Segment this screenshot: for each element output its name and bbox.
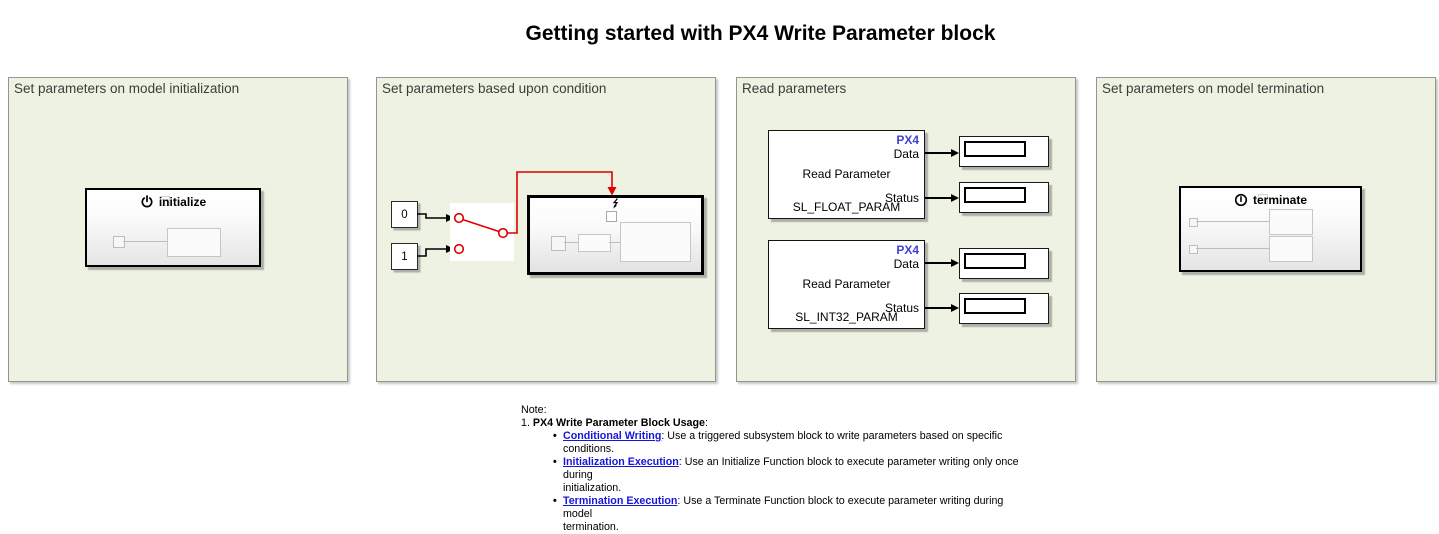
- conditional-writing-link[interactable]: Conditional Writing: [563, 430, 662, 442]
- signal-wire-status1[interactable]: [925, 197, 951, 199]
- terminate-function-block[interactable]: [1179, 186, 1362, 272]
- note-annotation: [521, 404, 1033, 534]
- signal-wire-const1[interactable]: [417, 249, 446, 256]
- bullet-marker: •: [553, 495, 557, 507]
- note-item-1: [521, 417, 1033, 430]
- display-value-frame: [964, 141, 1026, 157]
- page-title: Getting started with PX4 Write Parameter block: [525, 22, 996, 45]
- constant-value: 1: [401, 250, 408, 263]
- preview-line: [564, 242, 578, 243]
- note-item-number: 1.: [521, 417, 533, 429]
- block-label: Read Parameter: [802, 277, 891, 291]
- constant-value: 0: [401, 208, 408, 221]
- bullet-text: : Use a triggered subsystem block to write parameters based on specific conditions.: [563, 430, 1003, 455]
- note-label: Note:: [521, 404, 547, 416]
- preview-subblock: [1269, 209, 1313, 235]
- area-title: Read parameters: [742, 81, 847, 96]
- bullet-text-wrap: initialization.: [563, 482, 622, 494]
- power-on-icon: [140, 195, 154, 209]
- switch-output-port[interactable]: [499, 229, 508, 238]
- output-label-data: Data: [893, 257, 919, 271]
- signal-wire-const0[interactable]: [417, 214, 446, 218]
- display-value-frame: [964, 298, 1026, 314]
- switch-input-port-top[interactable]: [455, 214, 464, 223]
- arrowhead: [951, 259, 959, 267]
- signal-wire-status2[interactable]: [925, 307, 951, 309]
- display-block-status-float[interactable]: [959, 182, 1049, 213]
- preview-line: [1196, 221, 1269, 222]
- bullet-text-wrap: termination.: [563, 521, 619, 533]
- signal-wire-data2[interactable]: [925, 262, 951, 264]
- preview-port: [113, 236, 125, 248]
- preview-subblock: [620, 222, 691, 262]
- preview-port: [551, 236, 566, 251]
- display-block-data-float[interactable]: [959, 136, 1049, 167]
- output-label-data: Data: [893, 147, 919, 161]
- note-bullet-termination-execution: [553, 495, 1033, 534]
- display-block-status-int32[interactable]: [959, 293, 1049, 324]
- preview-subblock: [1269, 236, 1313, 262]
- note-bullet-conditional-writing: [553, 430, 1033, 456]
- area-title: Set parameters based upon condition: [382, 81, 607, 96]
- power-off-icon: [1234, 193, 1248, 207]
- signal-wire-data1[interactable]: [925, 152, 951, 154]
- arrowhead: [951, 149, 959, 157]
- display-block-data-int32[interactable]: [959, 248, 1049, 279]
- manual-switch-block[interactable]: [450, 203, 514, 261]
- area-read-parameters[interactable]: [736, 77, 1076, 382]
- termination-execution-link[interactable]: Termination Execution: [563, 495, 678, 507]
- switch-input-port-bottom[interactable]: [455, 245, 464, 254]
- block-label: terminate: [1252, 193, 1308, 207]
- preview-subblock: [578, 234, 611, 252]
- trigger-port-square: [606, 211, 617, 222]
- bullet-marker: •: [553, 456, 557, 468]
- parameter-name: SL_INT32_PARAM: [795, 310, 898, 324]
- block-label: Read Parameter: [802, 167, 891, 181]
- read-parameter-block-float[interactable]: [768, 130, 925, 219]
- bullet-marker: •: [553, 430, 557, 442]
- triggered-subsystem-block[interactable]: [527, 195, 704, 275]
- parameter-name: SL_FLOAT_PARAM: [792, 200, 901, 214]
- px4-badge: PX4: [896, 243, 919, 257]
- display-value-frame: [964, 187, 1026, 203]
- arrowhead: [951, 194, 959, 202]
- read-parameter-block-int32[interactable]: [768, 240, 925, 329]
- note-item-suffix: :: [704, 417, 708, 429]
- preview-line: [609, 242, 620, 243]
- initialization-execution-link[interactable]: Initialization Execution: [563, 456, 679, 468]
- bullet-text: : Use a Terminate Function block to execute parameter writing during model: [563, 495, 1004, 520]
- trigger-bolt-icon: [610, 198, 622, 210]
- preview-line: [1196, 248, 1269, 249]
- initialize-function-block[interactable]: [85, 188, 261, 267]
- note-bullet-initialization-execution: [553, 456, 1033, 495]
- px4-badge: PX4: [896, 133, 919, 147]
- note-item-title: PX4 Write Parameter Block Usage: [532, 417, 705, 429]
- output-label-status: Status: [884, 191, 919, 205]
- arrowhead: [951, 304, 959, 312]
- preview-port: [1189, 245, 1198, 254]
- block-label: initialize: [158, 195, 207, 209]
- output-label-status: Status: [884, 301, 919, 315]
- area-title: Set parameters on model termination: [1102, 81, 1325, 96]
- bullet-text: : Use an Initialize Function block to execute parameter writing only once during: [563, 456, 1019, 481]
- area-title: Set parameters on model initialization: [14, 81, 240, 96]
- preview-subblock: [167, 228, 221, 257]
- preview-line: [123, 241, 167, 242]
- preview-port: [1189, 218, 1198, 227]
- display-value-frame: [964, 253, 1026, 269]
